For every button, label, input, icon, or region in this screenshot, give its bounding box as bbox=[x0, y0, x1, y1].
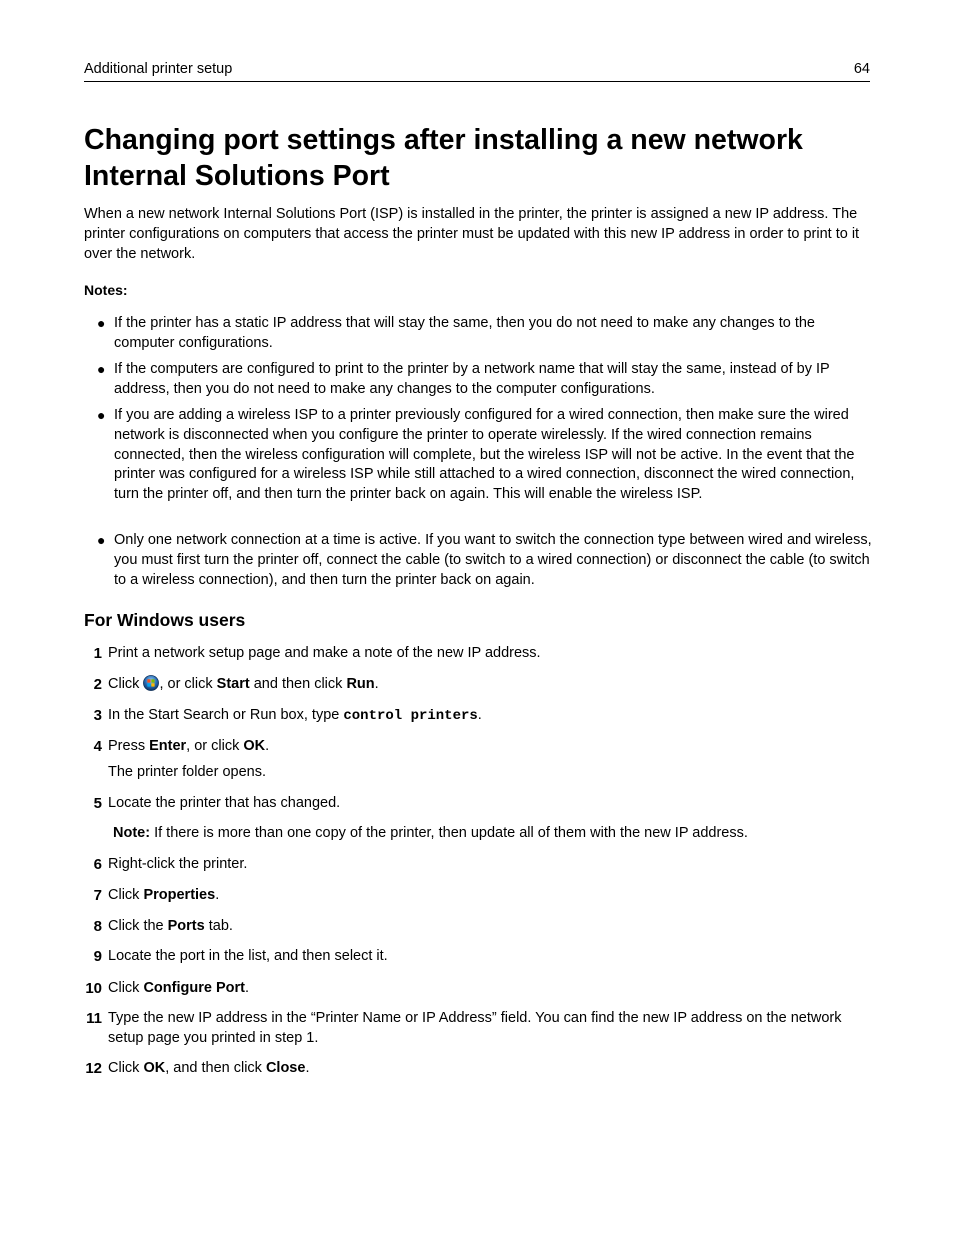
page-header bbox=[84, 60, 870, 82]
step-number: 1 bbox=[93, 645, 102, 662]
ok-label: OK bbox=[143, 1060, 166, 1076]
step-number: 2 bbox=[93, 676, 102, 693]
step-number: 12 bbox=[85, 1060, 102, 1077]
bullet-icon: ● bbox=[97, 532, 106, 548]
step-number: 7 bbox=[93, 887, 102, 904]
note-text: If the printer has a static IP address that will stay the same, then you do not need to make any changes to the computer configurations. bbox=[114, 315, 815, 351]
step-text: Click bbox=[108, 980, 144, 996]
step-4 bbox=[93, 737, 878, 757]
step-text: tab. bbox=[204, 918, 233, 934]
bullet-icon: ● bbox=[97, 407, 106, 423]
step-6 bbox=[93, 855, 878, 875]
step-text: Press bbox=[108, 738, 150, 754]
step-text: Locate the printer that has changed. bbox=[108, 795, 341, 811]
step-text: . bbox=[265, 738, 270, 754]
step-text: , or click bbox=[186, 738, 244, 754]
note-text: If the computers are configured to print to the printer by a network name that will stay the same, instead of by IP address, then you do not need to make any changes to the computer configurations. bbox=[114, 361, 830, 397]
page-title: Changing port settings after installing a new network Internal Solutions Port bbox=[84, 124, 803, 192]
properties-label: Properties bbox=[143, 887, 216, 903]
step-8 bbox=[93, 917, 878, 937]
step-text: Print a network setup page and make a note of the new IP address. bbox=[108, 645, 541, 661]
ok-label: OK bbox=[243, 738, 266, 754]
step-text: . bbox=[215, 887, 220, 903]
step-text: , or click bbox=[159, 676, 217, 692]
command-code: control printers bbox=[343, 708, 478, 724]
step-1 bbox=[93, 644, 878, 664]
note-item bbox=[97, 314, 874, 354]
step-10 bbox=[85, 979, 878, 999]
step-12 bbox=[85, 1059, 878, 1079]
step-number: 6 bbox=[93, 856, 102, 873]
step-text: Type the new IP address in the “Printer Name or IP Address” field. You can find the new IP address on the network setup page you printed in step 1. bbox=[108, 1010, 842, 1046]
bullet-icon: ● bbox=[97, 315, 106, 331]
windows-start-icon bbox=[143, 675, 159, 691]
step-9 bbox=[93, 947, 878, 967]
start-label: Start bbox=[216, 676, 250, 692]
close-label: Close bbox=[265, 1060, 306, 1076]
note-label: Note: bbox=[113, 825, 151, 841]
step-11 bbox=[86, 1009, 874, 1049]
step-number: 8 bbox=[93, 918, 102, 935]
step-number: 4 bbox=[93, 738, 102, 755]
step-5 bbox=[93, 794, 878, 814]
intro-paragraph: When a new network Internal Solutions Port (ISP) is installed in the printer, the printer is assigned a new IP address. The printer configurations on computers that access the printer must be updated with this new IP address in order to print to it over the network. bbox=[84, 206, 860, 262]
enter-label: Enter bbox=[149, 738, 187, 754]
bullet-icon: ● bbox=[97, 361, 106, 377]
note-text: If you are adding a wireless ISP to a printer previously configured for a wired connection, then make sure the wired network is disconnected when you configure the printer to operate wirelessly. If the wired connection remains connected, then the wireless configuration will complete, but the wireless ISP will not be active. In the event that the printer was configured for a wireless ISP while still attached to a wired connection, disconnect the wired connection, turn the printer off, and then turn the printer back on again. This will enable the wireless ISP. bbox=[114, 407, 855, 503]
ports-label: Ports bbox=[167, 918, 205, 934]
step-text: and then click bbox=[249, 676, 347, 692]
step-number: 9 bbox=[93, 948, 102, 965]
step-5-note bbox=[113, 824, 748, 844]
step-7 bbox=[93, 886, 878, 906]
step-text: Locate the port in the list, and then select it. bbox=[108, 948, 388, 964]
note-item bbox=[97, 360, 874, 400]
step-text: Click the bbox=[108, 918, 168, 934]
header-page-number: 64 bbox=[853, 61, 870, 77]
step-text: . bbox=[374, 676, 379, 692]
configure-port-label: Configure Port bbox=[143, 980, 245, 996]
note-text: If there is more than one copy of the printer, then update all of them with the new IP address. bbox=[150, 825, 748, 841]
run-label: Run bbox=[346, 676, 375, 692]
step-text: . bbox=[477, 707, 482, 723]
step-4-result: The printer folder opens. bbox=[108, 764, 266, 780]
step-2 bbox=[93, 675, 878, 695]
step-text: Right-click the printer. bbox=[108, 856, 248, 872]
header-section-title: Additional printer setup bbox=[84, 61, 233, 77]
step-text: Click bbox=[108, 1060, 144, 1076]
note-item bbox=[97, 406, 874, 505]
note-text: Only one network connection at a time is active. If you want to switch the connection type between wired and wireless, you must first turn the printer off, connect the cable (to switch to a wired connection) or disconnect the cable (to switch to a wireless connection), and then turn the printer back on again. bbox=[114, 532, 872, 588]
step-text: Click bbox=[108, 676, 144, 692]
step-3 bbox=[93, 706, 878, 727]
step-number: 3 bbox=[93, 707, 102, 724]
step-text: Click bbox=[108, 887, 144, 903]
step-number: 10 bbox=[85, 980, 102, 997]
step-text: In the Start Search or Run box, type bbox=[108, 707, 344, 723]
step-text: . bbox=[305, 1060, 310, 1076]
step-text: , and then click bbox=[165, 1060, 266, 1076]
section-heading: For Windows users bbox=[84, 610, 246, 630]
notes-label: Notes: bbox=[84, 282, 128, 298]
step-number: 5 bbox=[93, 795, 102, 812]
step-text: . bbox=[244, 980, 249, 996]
note-item bbox=[97, 531, 874, 590]
step-number: 11 bbox=[86, 1010, 102, 1027]
